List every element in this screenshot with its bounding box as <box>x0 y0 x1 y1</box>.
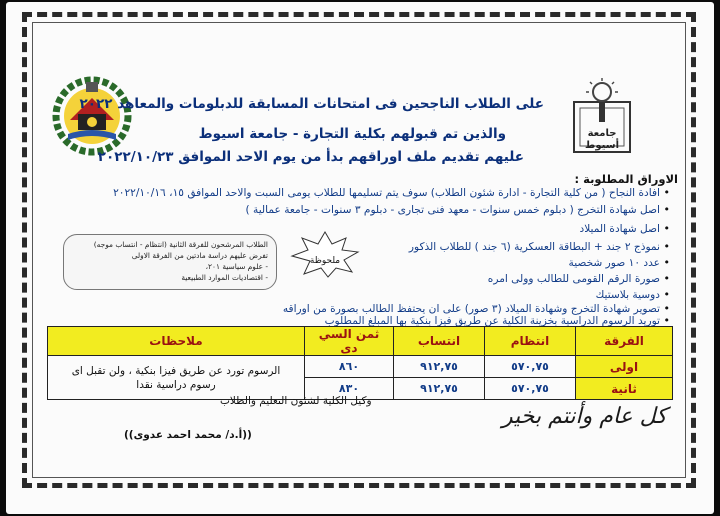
grade-cell: اولى <box>576 356 673 378</box>
note-badge-label: ملحوظة <box>309 256 341 266</box>
note-box: الطلاب المرشحون للفرقة الثانية (انتظام - انتساب موجه) تفرض عليهم دراسة مادتين من الفرقة الاولى - علوم سياسية ٢٠١، - اقتصاديات الموارد الطبيعية <box>63 234 277 290</box>
requirement-item: • دوسية بلاستيك <box>595 288 670 301</box>
header-notes: ملاحظات <box>48 327 305 356</box>
document-sheet <box>6 2 714 514</box>
requirement-item: • صورة الرقم القومى للطالب وولى امره <box>487 272 670 285</box>
faculty-emblem-logo <box>42 74 142 158</box>
header-line-1: على الطلاب الناجحين فى امتحانات المسابقة للدبلومات والمعاهد ٢٠٢٢ <box>79 96 544 112</box>
requirement-item: • اصل شهادة الميلاد <box>579 222 670 235</box>
table-row <box>48 356 673 378</box>
header-grade: الفرقة <box>576 327 673 356</box>
signature-name: ((أ.د/ محمد احمد عدوى)) <box>124 429 252 441</box>
requirement-item: • عدد ١٠ صور شخصية <box>568 256 670 269</box>
regular-fee-cell: ٥٧٠,٧٥ <box>485 378 576 400</box>
cd-price-cell: ٨٣٠ <box>305 378 394 400</box>
affiliation-fee-cell: ٩١٢,٧٥ <box>394 378 485 400</box>
grade-cell: ثانية <box>576 378 673 400</box>
note-starburst-badge <box>288 230 362 278</box>
affiliation-fee-cell: ٩١٢,٧٥ <box>394 356 485 378</box>
requirement-item: • نموذج ٢ جند + البطاقة العسكرية (٦ جند ) للطلاب الذكور <box>408 240 670 253</box>
requirement-item: • توريد الرسوم الدراسية بخزينة الكلية عن طريق فيزا بنكية بها المبلغ المطلوب <box>324 314 670 327</box>
cd-price-cell: ٨٦٠ <box>305 356 394 378</box>
signature-title: وكيل الكلية لشئون التعليم والطلاب <box>220 395 372 407</box>
fees-note-cell: الرسوم تورد عن طريق فيزا بنكية ، ولن تقبل اى رسوم دراسية نقدا <box>48 356 305 400</box>
fees-table <box>47 326 673 400</box>
header-line-3: عليهم تقديم ملف اوراقهم بدأ من يوم الاحد الموافق ٢٠٢٢/١٠/٢٣ <box>97 149 524 165</box>
header-line-2: والذين تم قبولهم بكلية التجارة - جامعة اسيوط <box>198 126 506 142</box>
logo-caption: جامعة أسيوط <box>585 128 619 151</box>
regular-fee-cell: ٥٧٠,٧٥ <box>485 356 576 378</box>
requirement-item: • اصل شهادة التخرج ( دبلوم خمس سنوات - معهد فنى تجارى - دبلوم ٣ سنوات - جامعة عمالية ) <box>245 203 670 216</box>
header-affiliation: انتساب <box>394 327 485 356</box>
greeting-calligraphy: كل عام وأنتم بخير <box>502 404 667 429</box>
table-header-row <box>48 327 673 356</box>
requirement-item: • افادة النجاح ( من كلية التجارة - ادارة شئون الطلاب) سوف يتم تسليمها للطلاب يومى السبت والاحد الموافق ١٥، ٢٠٢٢/١٠/١٦ <box>113 186 670 199</box>
header-regular: انتظام <box>485 327 576 356</box>
header-cd-price: ثمن السي دى <box>305 327 394 356</box>
requirement-item: • تصوير شهادة التخرج وشهادة الميلاد (٣ صور) على ان يحتفظ الطالب بصورة من اوراقه <box>282 302 670 315</box>
requirements-heading: الاوراق المطلوبة : <box>574 172 678 186</box>
